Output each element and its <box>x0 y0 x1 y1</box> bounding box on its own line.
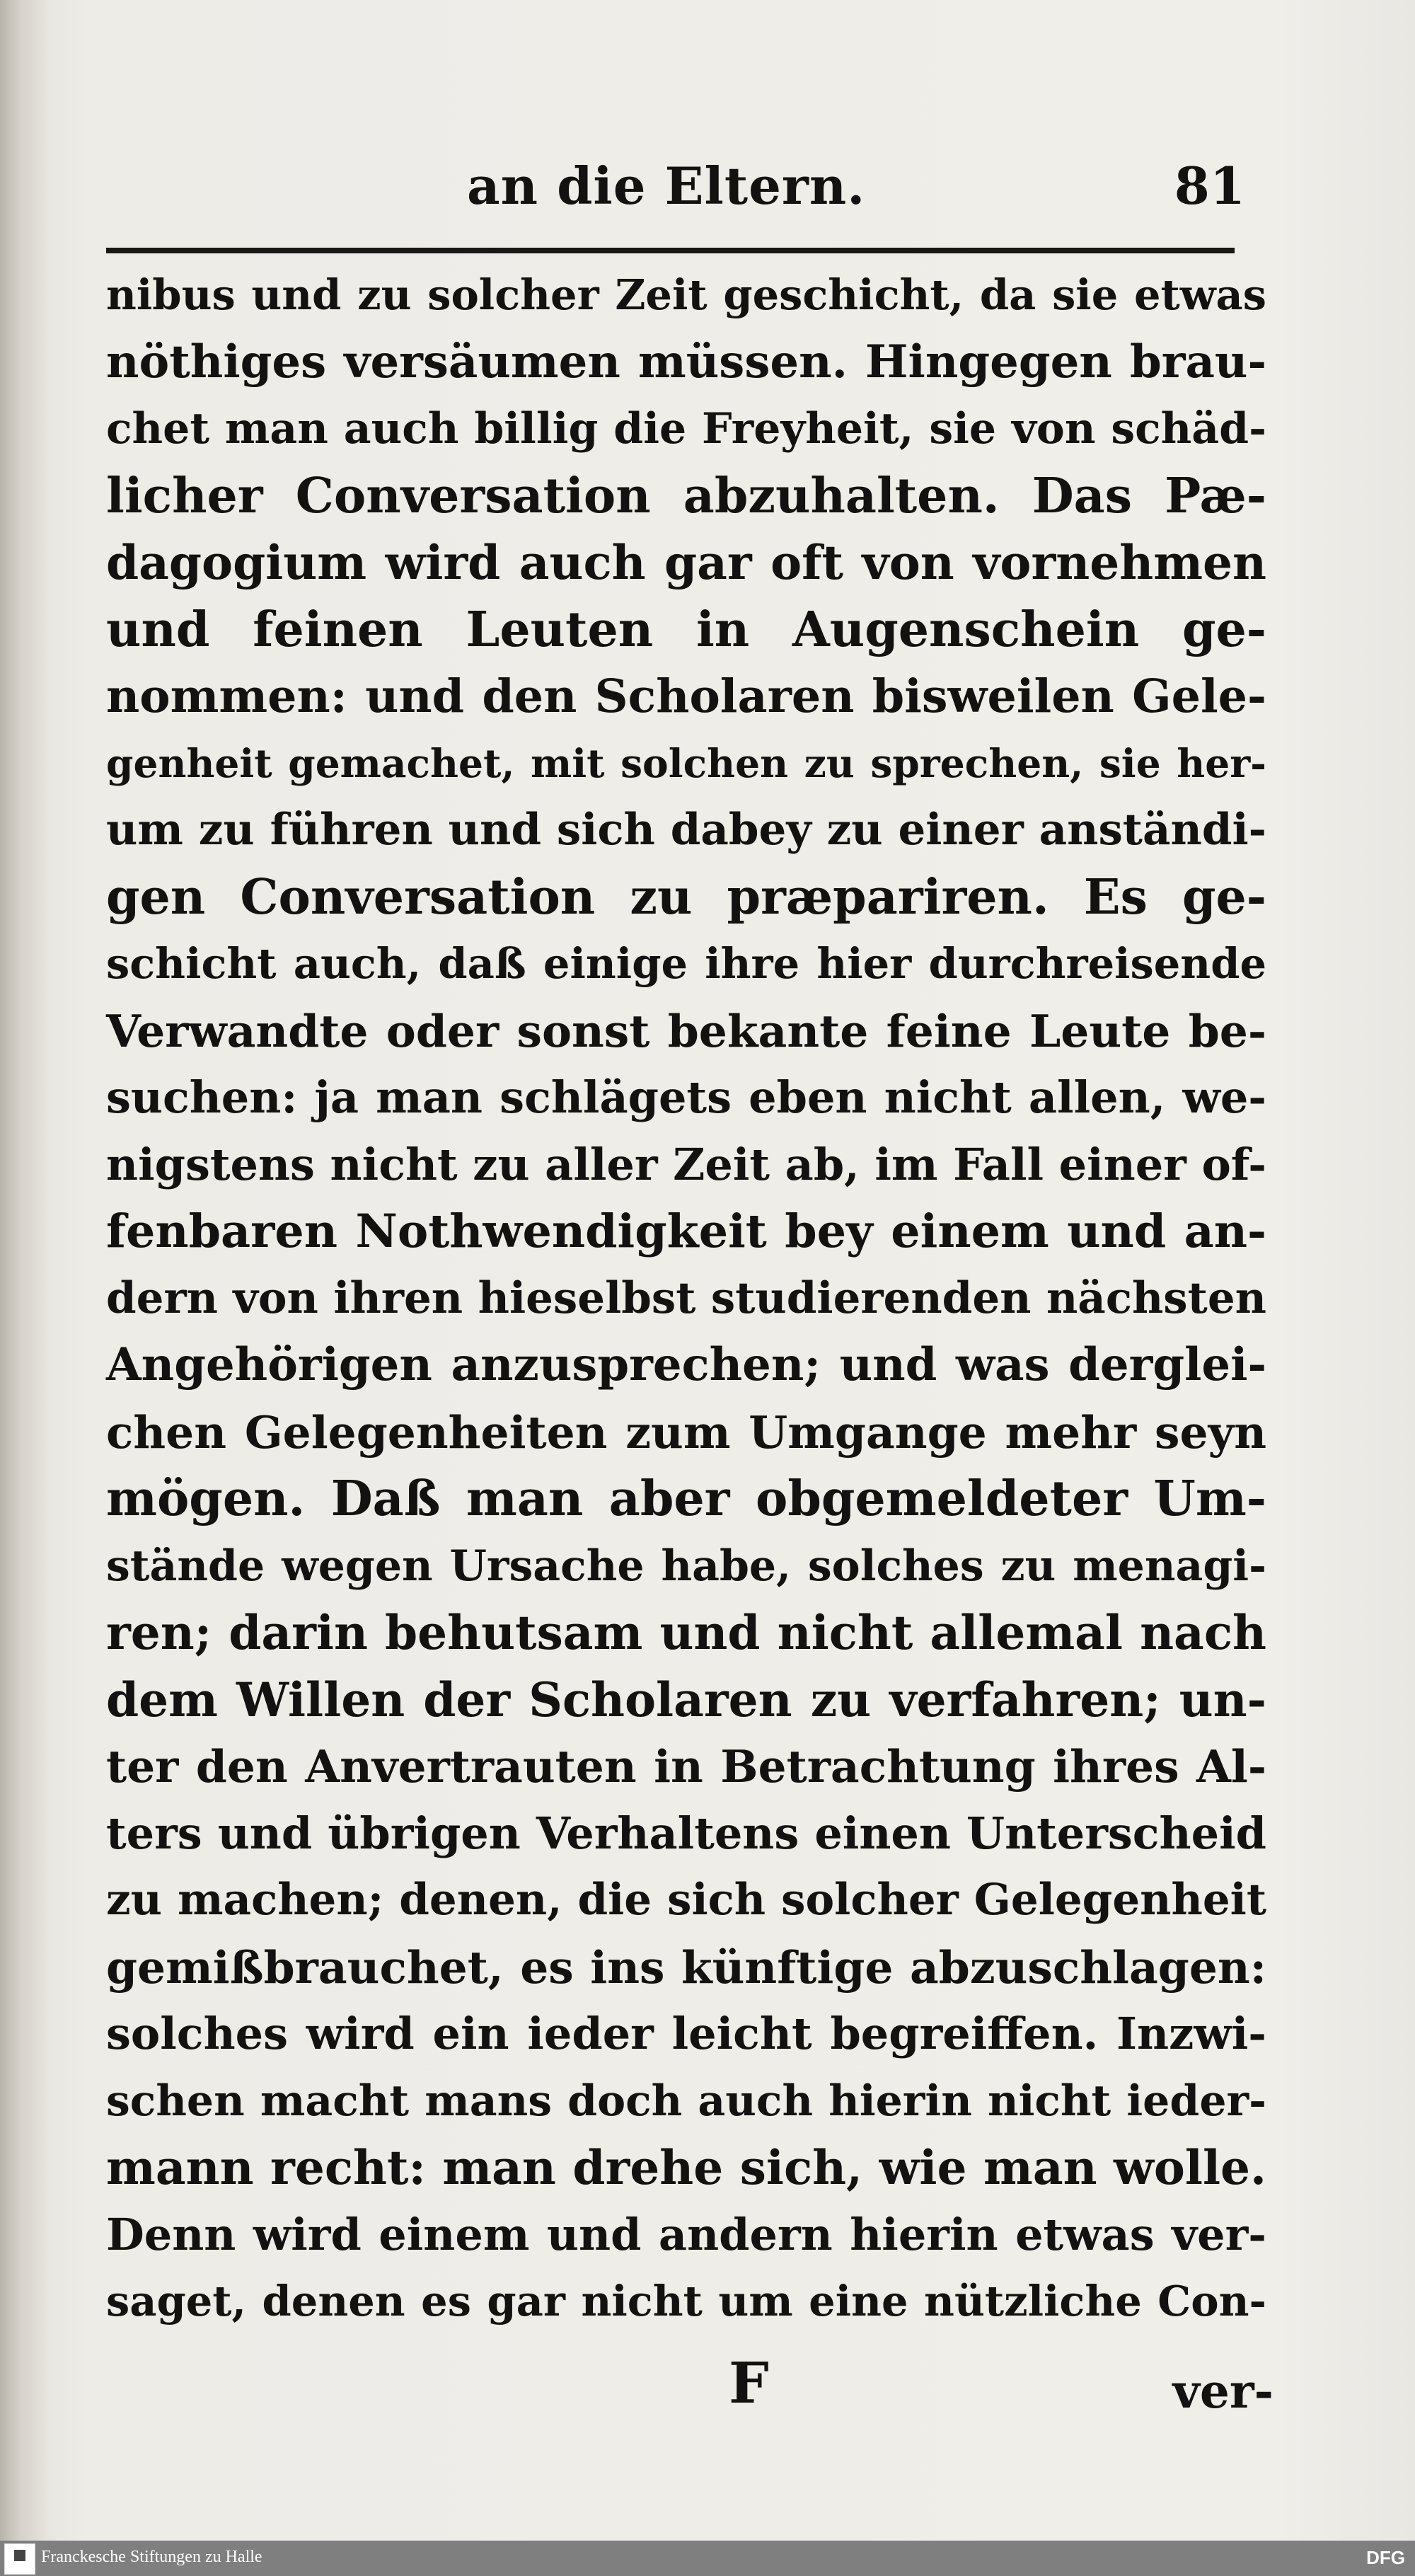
text-line: ren; darin behutsam und nicht allemal nach <box>106 1605 1266 1660</box>
page-number: 81 <box>1174 156 1245 216</box>
text-line: chen Gelegenheiten zum Umgange mehr seyn <box>106 1405 1266 1459</box>
text-line: genheit gemachet, mit solchen zu sprechen, sie her- <box>106 740 1266 786</box>
text-line: nigstens nicht zu aller Zeit ab, im Fall einer of- <box>106 1138 1266 1190</box>
text-line: nommen: und den Scholaren bisweilen Gele- <box>106 669 1266 723</box>
viewer-footer-bar <box>0 2541 1415 2576</box>
text-line: dem Willen der Scholaren zu verfahren; un- <box>106 1672 1266 1727</box>
catchword: ver- <box>1172 2364 1274 2419</box>
running-head-title: an die Eltern. <box>467 156 866 216</box>
signature-mark: F <box>729 2350 769 2416</box>
text-line: schicht auch, daß einige ihre hier durchreisende <box>106 939 1266 988</box>
institution-logo-icon <box>4 2543 35 2575</box>
text-line: Denn wird einem und andern hierin etwas ver- <box>106 2208 1266 2260</box>
text-line: saget, denen es gar nicht um eine nützliche Con- <box>106 2277 1266 2325</box>
body-text <box>106 262 1266 2335</box>
text-line: chet man auch billig die Freyheit, sie von schäd- <box>106 404 1266 454</box>
text-line: gemißbrauchet, es ins künftige abzuschlagen: <box>106 1940 1266 1994</box>
text-line: ter den Anvertrauten in Betrachtung ihres Al- <box>106 1740 1266 1793</box>
text-line: dern von ihren hieselbst studierenden nächsten <box>106 1272 1266 1323</box>
logo-mark <box>14 2550 25 2561</box>
text-line: solches wird ein ieder leicht begreiffen. Inzwi- <box>106 2008 1266 2059</box>
text-line: schen macht mans doch auch hierin nicht ieder- <box>106 2076 1266 2126</box>
funder-logo: DFG <box>1366 2547 1405 2568</box>
text-line: licher Conversation abzuhalten. Das Pæ- <box>106 467 1266 524</box>
text-line: zu machen; denen, die sich solcher Gelegenheit <box>106 1875 1266 1925</box>
text-line: gen Conversation zu præpariren. Es ge- <box>106 868 1266 926</box>
text-line: um zu führen und sich dabey zu einer anständi- <box>106 805 1266 855</box>
institution-credit: Franckesche Stiftungen zu Halle <box>41 2548 262 2566</box>
text-line: mann recht: man drehe sich, wie man wolle. <box>106 2140 1266 2195</box>
text-line: Verwandte oder sonst bekante feine Leute be- <box>106 1004 1266 1057</box>
text-line: Angehörigen anzusprechen; und was derglei- <box>106 1338 1266 1391</box>
text-line: nöthiges versäumen müssen. Hingegen brau- <box>106 335 1266 389</box>
text-line: stände wegen Ursache habe, solches zu menagi- <box>106 1541 1266 1591</box>
text-line: nibus und zu solcher Zeit geschicht, da sie etwas <box>106 270 1266 319</box>
text-line: dagogium wird auch gar oft von vornehmen <box>106 535 1266 590</box>
page-gutter-shadow <box>0 0 50 2541</box>
text-line: suchen: ja man schlägets eben nicht allen, we- <box>106 1071 1266 1123</box>
text-line: ters und übrigen Verhaltens einen Unterscheid <box>106 1807 1266 1859</box>
text-line: mögen. Daß man aber obgemeldeter Um- <box>106 1471 1266 1527</box>
text-line: fenbaren Nothwendigkeit bey einem und an- <box>106 1204 1266 1258</box>
running-head <box>106 156 1245 226</box>
header-rule <box>106 248 1235 253</box>
text-line: und feinen Leuten in Augenschein ge- <box>106 601 1266 658</box>
